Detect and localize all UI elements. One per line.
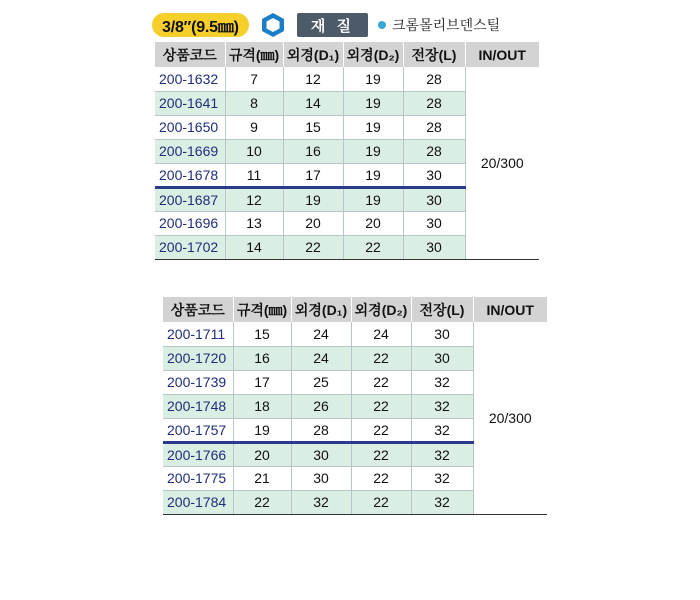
table-cell: 24 — [291, 322, 351, 346]
table-cell: 19 — [343, 67, 403, 91]
spec-header — [152, 10, 500, 40]
table-cell: 22 — [351, 466, 411, 490]
column-header: 외경(D₂) — [351, 297, 411, 322]
table-cell: 19 — [343, 115, 403, 139]
table-cell: 16 — [233, 346, 291, 370]
product-code-cell: 200-1687 — [155, 187, 225, 211]
product-code-cell: 200-1775 — [163, 466, 233, 490]
table-cell: 32 — [411, 418, 473, 442]
table-cell: 32 — [411, 490, 473, 514]
table-cell: 32 — [411, 442, 473, 466]
table-cell: 22 — [351, 394, 411, 418]
product-code-cell: 200-1641 — [155, 91, 225, 115]
table-cell: 20 — [233, 442, 291, 466]
product-code-cell: 200-1784 — [163, 490, 233, 514]
table-cell: 17 — [233, 370, 291, 394]
product-code-cell: 200-1669 — [155, 139, 225, 163]
table-cell: 19 — [343, 187, 403, 211]
table-cell: 24 — [291, 346, 351, 370]
table-cell: 30 — [291, 466, 351, 490]
table-cell: 30 — [403, 211, 465, 235]
table-cell: 18 — [233, 394, 291, 418]
material-text: 크롬몰리브덴스틸 — [392, 18, 501, 34]
table-cell: 28 — [403, 139, 465, 163]
table-cell: 22 — [283, 235, 343, 259]
table-cell: 22 — [351, 370, 411, 394]
column-header: 상품코드 — [163, 297, 233, 322]
product-code-cell: 200-1720 — [163, 346, 233, 370]
table-cell: 22 — [351, 442, 411, 466]
column-header: 전장(L) — [403, 42, 465, 67]
product-code-cell: 200-1696 — [155, 211, 225, 235]
column-header: IN/OUT — [473, 297, 547, 322]
table-cell: 22 — [343, 235, 403, 259]
product-code-cell: 200-1650 — [155, 115, 225, 139]
spec-table-2 — [163, 297, 547, 515]
header-row — [155, 42, 539, 67]
table-cell: 15 — [283, 115, 343, 139]
in-out-cell: 20/300 — [465, 67, 539, 259]
product-code-cell: 200-1711 — [163, 322, 233, 346]
table-cell: 11 — [225, 163, 283, 187]
table-cell: 19 — [283, 187, 343, 211]
table-cell: 13 — [225, 211, 283, 235]
size-badge: 3/8″(9.5㎜) — [152, 13, 249, 37]
table-cell: 8 — [225, 91, 283, 115]
table-cell: 22 — [351, 490, 411, 514]
table-cell: 9 — [225, 115, 283, 139]
table-cell: 14 — [283, 91, 343, 115]
table-cell: 19 — [233, 418, 291, 442]
table-cell: 28 — [403, 115, 465, 139]
product-code-cell: 200-1757 — [163, 418, 233, 442]
table-cell: 24 — [351, 322, 411, 346]
table-cell: 12 — [225, 187, 283, 211]
column-header: 외경(D₂) — [343, 42, 403, 67]
table-cell: 32 — [411, 394, 473, 418]
product-code-cell: 200-1632 — [155, 67, 225, 91]
product-code-cell: 200-1748 — [163, 394, 233, 418]
table-cell: 28 — [403, 91, 465, 115]
table-row — [155, 67, 539, 91]
table-cell: 30 — [411, 346, 473, 370]
column-header: 외경(D₁) — [283, 42, 343, 67]
product-code-cell: 200-1702 — [155, 235, 225, 259]
table-cell: 30 — [403, 187, 465, 211]
column-header: 규격(㎜) — [233, 297, 291, 322]
table-cell: 12 — [283, 67, 343, 91]
table-cell: 20 — [283, 211, 343, 235]
table-cell: 28 — [403, 67, 465, 91]
column-header: 전장(L) — [411, 297, 473, 322]
hexagon-icon — [261, 12, 285, 38]
table-cell: 30 — [403, 235, 465, 259]
spec-table-1 — [155, 42, 539, 260]
column-header: 규격(㎜) — [225, 42, 283, 67]
in-out-cell: 20/300 — [473, 322, 547, 514]
table-cell: 15 — [233, 322, 291, 346]
bullet-dot-icon — [378, 21, 386, 29]
table-cell: 7 — [225, 67, 283, 91]
table-cell: 20 — [343, 211, 403, 235]
table-cell: 30 — [411, 322, 473, 346]
table-cell: 32 — [411, 466, 473, 490]
table-cell: 19 — [343, 91, 403, 115]
table-cell: 26 — [291, 394, 351, 418]
table-cell: 21 — [233, 466, 291, 490]
table-cell: 30 — [403, 163, 465, 187]
table-cell: 32 — [291, 490, 351, 514]
table-cell: 14 — [225, 235, 283, 259]
product-code-cell: 200-1766 — [163, 442, 233, 466]
header-row — [163, 297, 547, 322]
table-cell: 22 — [351, 346, 411, 370]
table-cell: 25 — [291, 370, 351, 394]
table-cell: 22 — [351, 418, 411, 442]
table-cell: 16 — [283, 139, 343, 163]
material-label: 재 질 — [297, 13, 368, 37]
column-header: 상품코드 — [155, 42, 225, 67]
table-cell: 32 — [411, 370, 473, 394]
table-cell: 22 — [233, 490, 291, 514]
table-cell: 19 — [343, 163, 403, 187]
table-cell: 17 — [283, 163, 343, 187]
table-cell: 10 — [225, 139, 283, 163]
table-cell: 19 — [343, 139, 403, 163]
table-row — [163, 322, 547, 346]
table-cell: 30 — [291, 442, 351, 466]
column-header: 외경(D₁) — [291, 297, 351, 322]
table-cell: 28 — [291, 418, 351, 442]
product-code-cell: 200-1678 — [155, 163, 225, 187]
material-value — [378, 15, 500, 35]
product-code-cell: 200-1739 — [163, 370, 233, 394]
column-header: IN/OUT — [465, 42, 539, 67]
